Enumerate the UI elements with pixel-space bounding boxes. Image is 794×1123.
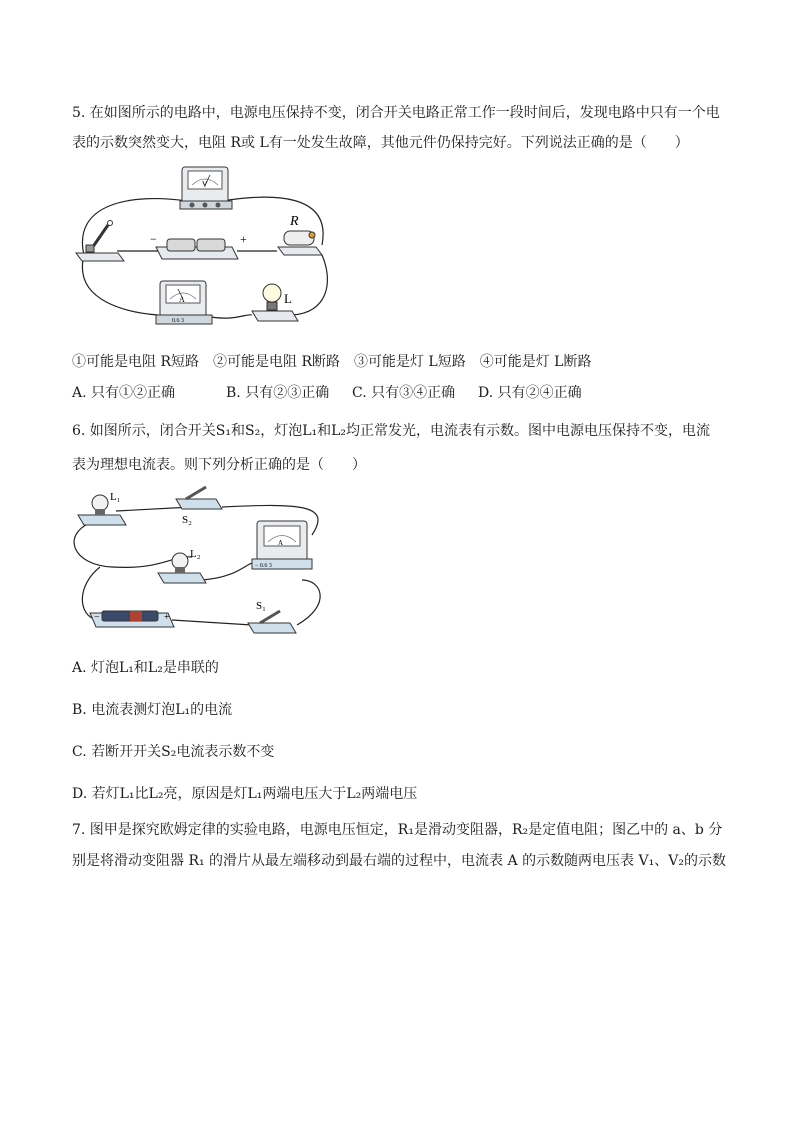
q5-option-a[interactable]: A. 只有①②正确 bbox=[72, 385, 176, 401]
q5-statements: ①可能是电阻 R短路 ②可能是电阻 R断路 ③可能是灯 L短路 ④可能是灯 L断路 bbox=[72, 354, 592, 370]
voltmeter-label: V bbox=[202, 180, 208, 189]
voltmeter-icon bbox=[180, 167, 232, 209]
switch-s1-label: S₁ bbox=[256, 600, 266, 612]
q6-option-a[interactable]: A. 灯泡L₁和L₂是串联的 bbox=[72, 660, 219, 676]
q6-text-line-2: 表为理想电流表。则下列分析正确的是（ ） bbox=[72, 457, 366, 473]
ammeter-label: A bbox=[179, 295, 185, 304]
q6-option-b[interactable]: B. 电流表测灯泡L₁的电流 bbox=[72, 702, 233, 718]
switch-s2-icon bbox=[176, 487, 222, 526]
q6-option-d[interactable]: D. 若灯L₁比L₂亮，原因是灯L₁两端电压大于L₂两端电压 bbox=[72, 786, 418, 802]
q5-option-b[interactable]: B. 只有②③正确 bbox=[226, 385, 330, 401]
q6-ammeter-ticks: − 0.6 3 bbox=[255, 563, 272, 569]
lamp-label: L bbox=[284, 291, 292, 306]
switch-s2-label: S₂ bbox=[182, 514, 192, 526]
q5-switch-icon bbox=[76, 221, 124, 262]
lamp-l2-icon bbox=[158, 548, 206, 583]
ammeter-icon bbox=[156, 281, 212, 324]
q5-text-line-1: 5. 在如图所示的电路中，电源电压保持不变，闭合开关电路正常工作一段时间后，发现电路中只有一个电 bbox=[72, 105, 720, 121]
q6-ammeter-icon bbox=[252, 521, 312, 569]
lamp-l1-icon bbox=[78, 491, 126, 525]
q6-option-c[interactable]: C. 若断开开关S₂电流表示数不变 bbox=[72, 744, 275, 760]
q6-ammeter-label: A bbox=[278, 539, 284, 547]
q6-battery-minus: − bbox=[94, 612, 100, 623]
lamp-icon bbox=[252, 284, 298, 321]
q7-text-line-2: 别是将滑动变阻器 R₁ 的滑片从最左端移动到最右端的过程中，电流表 A 的示数随两电压表 V₁、V₂的示数 bbox=[72, 853, 726, 869]
battery-minus-label: − bbox=[150, 232, 157, 246]
lamp-l1-label: L₁ bbox=[110, 491, 121, 503]
q6-battery-icon bbox=[90, 611, 174, 627]
lamp-l2-label: L₂ bbox=[190, 548, 201, 560]
q5-circuit-figure bbox=[72, 163, 342, 333]
q5-text-line-2: 表的示数突然变大，电阻 R或 L有一处发生故障，其他元件仍保持完好。下列说法正确的是（ ） bbox=[72, 135, 689, 151]
q6-circuit-figure bbox=[72, 485, 342, 640]
q7-text-line-1: 7. 图甲是探究欧姆定律的实验电路，电源电压恒定，R₁是滑动变阻器，R₂是定值电阻；图乙中的 a、b 分 bbox=[72, 822, 723, 838]
ammeter-ticks: 0.6 3 bbox=[172, 318, 184, 324]
q5-option-c[interactable]: C. 只有③④正确 bbox=[352, 385, 456, 401]
battery-icon bbox=[150, 232, 247, 259]
resistor-label: R bbox=[290, 214, 299, 229]
q6-text-line-1: 6. 如图所示，闭合开关S₁和S₂，灯泡L₁和L₂均正常发光，电流表有示数。图中电源电压保持不变，电流 bbox=[72, 423, 711, 439]
q5-option-d[interactable]: D. 只有②④正确 bbox=[478, 385, 582, 401]
q6-battery-plus: + bbox=[164, 612, 170, 623]
resistor-icon bbox=[278, 214, 322, 255]
battery-plus-label: + bbox=[240, 232, 247, 246]
switch-s1-icon bbox=[248, 600, 296, 633]
